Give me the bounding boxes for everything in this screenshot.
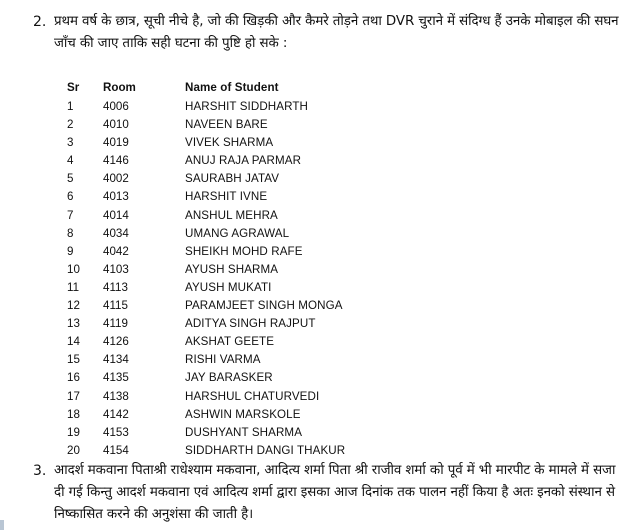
paragraph-3-line-3: निष्कासित करने की अनुशंसा की जाती है। <box>54 507 254 522</box>
paragraph-3-line-1: आदर्श मकवाना पिताश्री राधेश्याम मकवाना, आदित्य शर्मा पिता श्री राजीव शर्मा को पूर्व में भी मारपीट के मामले में सजा <box>54 463 616 478</box>
table-row <box>67 98 415 116</box>
paragraph-3-line-2: दी गई किन्तु आदर्श मकवाना एवं आदित्य शर्मा द्वारा इसका आज दिनांक तक पालन नहीं किया है अतः इनको संस्थान से <box>54 485 615 500</box>
cell-name: AYUSH MUKATI <box>185 280 272 294</box>
table-row <box>67 152 415 170</box>
table-row <box>67 388 415 406</box>
cell-sr: 12 <box>67 299 80 313</box>
paragraph-2-line-1: प्रथम वर्ष के छात्र, सूची नीचे है, जो की खिड़की और कैमरे तोड़ने तथा DVR चुराने में संदिग्ध हैं उनके मोबाइल की सघन <box>54 14 619 29</box>
header-name: Name of Student <box>185 81 279 94</box>
cell-room: 4019 <box>103 136 129 150</box>
table-row <box>67 134 415 152</box>
cell-name: ADITYA SINGH RAJPUT <box>185 317 316 331</box>
paragraph-3 <box>54 460 629 526</box>
cell-sr: 4 <box>67 154 74 168</box>
table-row <box>67 333 415 351</box>
cell-sr: 17 <box>67 389 80 403</box>
table-header-row <box>67 78 415 98</box>
table-row <box>67 279 415 297</box>
cell-name: ASHWIN MARSKOLE <box>185 407 301 421</box>
student-table <box>67 78 415 460</box>
cell-name: HARSHUL CHATURVEDI <box>185 389 320 403</box>
cell-sr: 7 <box>67 208 74 222</box>
paragraph-2-line-2: जाँच की जाए ताकि सही घटना की पुष्टि हो सके : <box>54 36 288 51</box>
cell-room: 4014 <box>103 208 129 222</box>
header-room: Room <box>103 81 136 94</box>
cell-name: HARSHIT IVNE <box>185 190 268 204</box>
cell-room: 4142 <box>103 407 129 421</box>
paragraph-2-number: 2. <box>33 14 47 30</box>
cell-room: 4010 <box>103 118 129 132</box>
cell-room: 4119 <box>103 317 128 331</box>
cell-sr: 1 <box>67 100 74 113</box>
cell-name: AYUSH SHARMA <box>185 262 279 276</box>
cell-name: UMANG AGRAWAL <box>185 226 290 240</box>
cell-name: AKSHAT GEETE <box>185 335 275 349</box>
cell-name: JAY BARASKER <box>185 371 273 385</box>
cell-room: 4006 <box>103 100 129 113</box>
cell-name: RISHI VARMA <box>185 353 261 367</box>
table-row <box>67 207 415 225</box>
paragraph-3-number: 3. <box>33 463 47 479</box>
cell-sr: 10 <box>67 262 80 276</box>
cell-room: 4103 <box>103 262 129 276</box>
cell-sr: 3 <box>67 136 74 150</box>
cell-room: 4138 <box>103 389 129 403</box>
cell-sr: 8 <box>67 226 74 240</box>
cell-room: 4135 <box>103 371 129 385</box>
cell-sr: 5 <box>67 172 74 186</box>
table-body <box>67 98 415 460</box>
cell-sr: 9 <box>67 244 74 258</box>
cell-name: HARSHIT SIDDHARTH <box>185 100 309 113</box>
cell-room: 4113 <box>103 280 128 294</box>
table-row <box>67 225 415 243</box>
cell-room: 4154 <box>103 443 129 457</box>
table-row <box>67 297 415 315</box>
edge-mark <box>0 520 4 530</box>
table-row <box>67 170 415 188</box>
cell-room: 4134 <box>103 353 129 367</box>
table-row <box>67 369 415 387</box>
cell-name: ANUJ RAJA PARMAR <box>185 154 302 168</box>
cell-sr: 2 <box>67 118 74 132</box>
cell-sr: 19 <box>67 425 80 439</box>
cell-sr: 20 <box>67 443 80 457</box>
cell-room: 4034 <box>103 226 129 240</box>
cell-room: 4042 <box>103 244 129 258</box>
cell-sr: 13 <box>67 317 80 331</box>
header-sr: Sr <box>67 81 80 94</box>
cell-sr: 14 <box>67 335 80 349</box>
cell-name: DUSHYANT SHARMA <box>185 425 303 439</box>
cell-room: 4146 <box>103 154 129 168</box>
table-row <box>67 188 415 206</box>
cell-room: 4115 <box>103 299 128 313</box>
cell-name: SAURABH JATAV <box>185 172 280 186</box>
table-row <box>67 424 415 442</box>
table-row <box>67 351 415 369</box>
cell-name: ANSHUL MEHRA <box>185 208 278 222</box>
cell-name: VIVEK SHARMA <box>185 136 274 150</box>
cell-name: SIDDHARTH DANGI THAKUR <box>185 443 346 457</box>
cell-name: SHEIKH MOHD RAFE <box>185 244 303 258</box>
cell-sr: 16 <box>67 371 80 385</box>
cell-sr: 11 <box>67 280 80 294</box>
cell-room: 4126 <box>103 335 129 349</box>
cell-sr: 6 <box>67 190 74 204</box>
table-row <box>67 261 415 279</box>
cell-room: 4153 <box>103 425 129 439</box>
paragraph-2 <box>54 11 624 55</box>
cell-sr: 18 <box>67 407 80 421</box>
cell-room: 4013 <box>103 190 129 204</box>
cell-room: 4002 <box>103 172 129 186</box>
cell-sr: 15 <box>67 353 80 367</box>
cell-name: NAVEEN BARE <box>185 118 268 132</box>
table-row <box>67 406 415 424</box>
cell-name: PARAMJEET SINGH MONGA <box>185 299 343 313</box>
table-row <box>67 442 415 460</box>
table-row <box>67 243 415 261</box>
table-row <box>67 315 415 333</box>
table-row <box>67 116 415 134</box>
